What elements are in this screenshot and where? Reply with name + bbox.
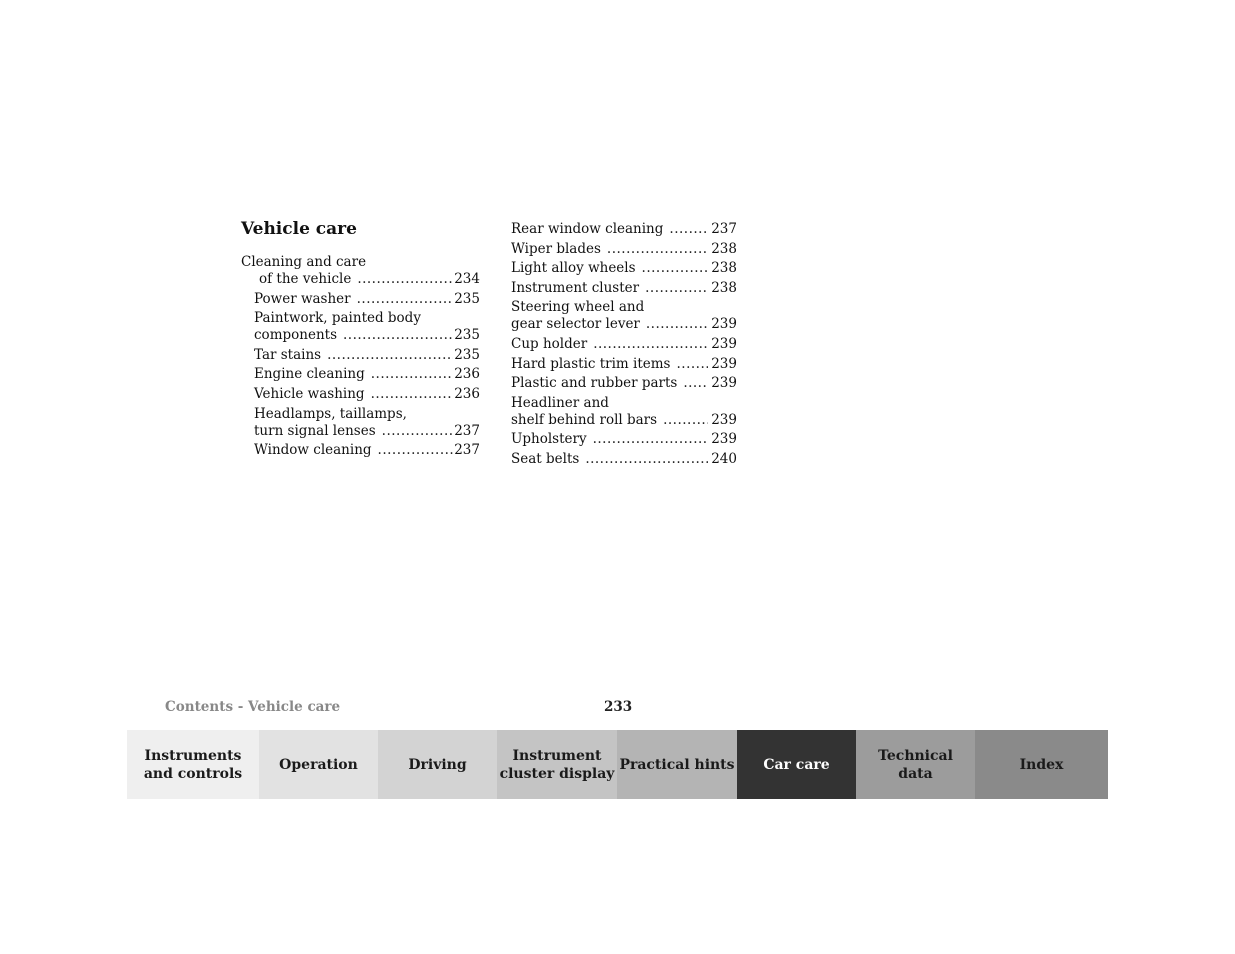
toc-entry-page: 237: [454, 422, 480, 439]
tab-label: Car care: [763, 756, 830, 773]
toc-entry-page: 235: [454, 327, 480, 344]
toc-entry-label: Wiper blades: [511, 240, 601, 257]
chapter-tab-bar: [127, 730, 1108, 799]
toc-entry-page: 235: [454, 346, 480, 363]
toc-entry-label-line1: Steering wheel and: [511, 299, 645, 316]
tab-label: Instruments and controls: [143, 747, 243, 782]
tab-instruments-and-controls[interactable]: [127, 730, 259, 799]
dot-leader: [677, 356, 709, 373]
toc-entry[interactable]: [511, 431, 737, 448]
toc-entry-label: Tar stains: [254, 346, 322, 363]
toc-entry-label: Window cleaning: [254, 442, 372, 459]
dot-leader: [371, 366, 453, 383]
toc-entry[interactable]: [511, 336, 737, 353]
toc-entry-page: 236: [454, 366, 480, 383]
dot-leader: [382, 423, 454, 440]
toc-entry-label: gear selector lever: [511, 316, 640, 333]
dot-leader: [378, 442, 454, 459]
toc-entry-page: 237: [454, 442, 480, 459]
toc-entry-page: 236: [454, 385, 480, 402]
toc-entry-page: 234: [454, 271, 480, 287]
toc-entry-label: Instrument cluster: [511, 279, 640, 296]
toc-entry-page: 239: [711, 375, 737, 392]
toc-entry-label-line1: Headlamps, taillamps,: [254, 405, 407, 422]
tab-label: Technical data: [878, 747, 953, 782]
toc-entry-label: shelf behind roll bars: [511, 411, 658, 428]
toc-entry-title: Cleaning and care: [241, 254, 367, 270]
toc-entry-label-line1: Paintwork, painted body: [254, 310, 421, 327]
dot-leader: [371, 386, 454, 403]
toc-entry[interactable]: [511, 260, 737, 277]
tab-label: Operation: [279, 756, 358, 773]
dot-leader: [607, 241, 708, 258]
toc-entry[interactable]: [241, 347, 480, 364]
toc-entry[interactable]: [511, 221, 737, 238]
toc-entry-page: 238: [711, 240, 737, 257]
dot-leader: [646, 316, 708, 333]
dot-leader: [683, 375, 708, 392]
page-number: 233: [604, 699, 633, 715]
toc-entry[interactable]: [241, 406, 480, 440]
toc-entry-label: components: [254, 327, 337, 344]
footer-section-title: Contents - Vehicle care: [165, 699, 341, 715]
tab-label: Driving: [408, 756, 467, 773]
toc-entry-page: 239: [711, 431, 737, 448]
toc-entry-label: Hard plastic trim items: [511, 355, 671, 372]
toc-entry[interactable]: [241, 291, 480, 308]
toc-entry-label: of the vehicle: [259, 271, 352, 287]
section-heading: Vehicle care: [241, 219, 357, 239]
dot-leader: [663, 412, 708, 429]
toc-entry[interactable]: [241, 386, 480, 403]
toc-entry-label: Upholstery: [511, 431, 587, 448]
toc-entry[interactable]: [241, 310, 480, 344]
toc-entry-page: 235: [454, 290, 480, 307]
tab-practical-hints[interactable]: [617, 730, 737, 799]
toc-entry-label: Power washer: [254, 290, 351, 307]
dot-leader: [357, 271, 453, 288]
tab-driving[interactable]: [378, 730, 497, 799]
dot-leader: [645, 280, 708, 297]
toc-entry-page: 238: [711, 260, 737, 277]
toc-entry-label-line1: Headliner and: [511, 394, 609, 411]
toc-entry[interactable]: [511, 299, 737, 333]
toc-entry-page: 240: [711, 450, 737, 467]
toc-entry-page: 239: [711, 335, 737, 352]
toc-entry-page: 239: [711, 355, 737, 372]
toc-entry-label: Rear window cleaning: [511, 221, 664, 237]
toc-entry-label: Plastic and rubber parts: [511, 375, 678, 392]
toc-entry[interactable]: [511, 451, 737, 468]
toc-entry[interactable]: [241, 442, 480, 459]
tab-car-care[interactable]: [737, 730, 856, 799]
dot-leader: [642, 260, 709, 277]
toc-entry[interactable]: [511, 375, 737, 392]
dot-leader: [593, 431, 709, 448]
toc-entry[interactable]: [511, 280, 737, 297]
toc-entry[interactable]: [511, 356, 737, 373]
tab-instrument-cluster-display[interactable]: [497, 730, 617, 799]
dot-leader: [585, 451, 708, 468]
tab-label: Practical hints: [619, 756, 735, 773]
toc-entry-label: Cup holder: [511, 335, 588, 352]
toc-entry[interactable]: [241, 366, 480, 383]
tab-label: Instrument cluster display: [499, 747, 615, 782]
dot-leader: [357, 291, 454, 308]
toc-entry[interactable]: [511, 241, 737, 258]
tab-technical-data[interactable]: [856, 730, 975, 799]
tab-label: Index: [1019, 756, 1064, 773]
dot-leader: [669, 221, 708, 238]
toc-entry[interactable]: [511, 395, 737, 429]
dot-leader: [327, 347, 453, 364]
toc-entry-label: Vehicle washing: [254, 385, 365, 402]
toc-entry-page: 239: [711, 316, 737, 333]
toc-entry-label: Engine cleaning: [254, 366, 365, 383]
toc-column-right: [511, 221, 737, 471]
toc-column-left: [241, 254, 480, 462]
toc-entry-label: Seat belts: [511, 450, 580, 467]
tab-operation[interactable]: [259, 730, 378, 799]
toc-entry-page: 238: [711, 279, 737, 296]
toc-entry-label: turn signal lenses: [254, 422, 376, 439]
dot-leader: [593, 336, 708, 353]
toc-entry-label: Light alloy wheels: [511, 260, 636, 277]
toc-entry-page: 239: [711, 411, 737, 428]
dot-leader: [343, 327, 453, 344]
toc-entry-page: 237: [711, 221, 737, 237]
toc-entry-cleaning-and-care[interactable]: [241, 254, 480, 288]
tab-index[interactable]: [975, 730, 1108, 799]
